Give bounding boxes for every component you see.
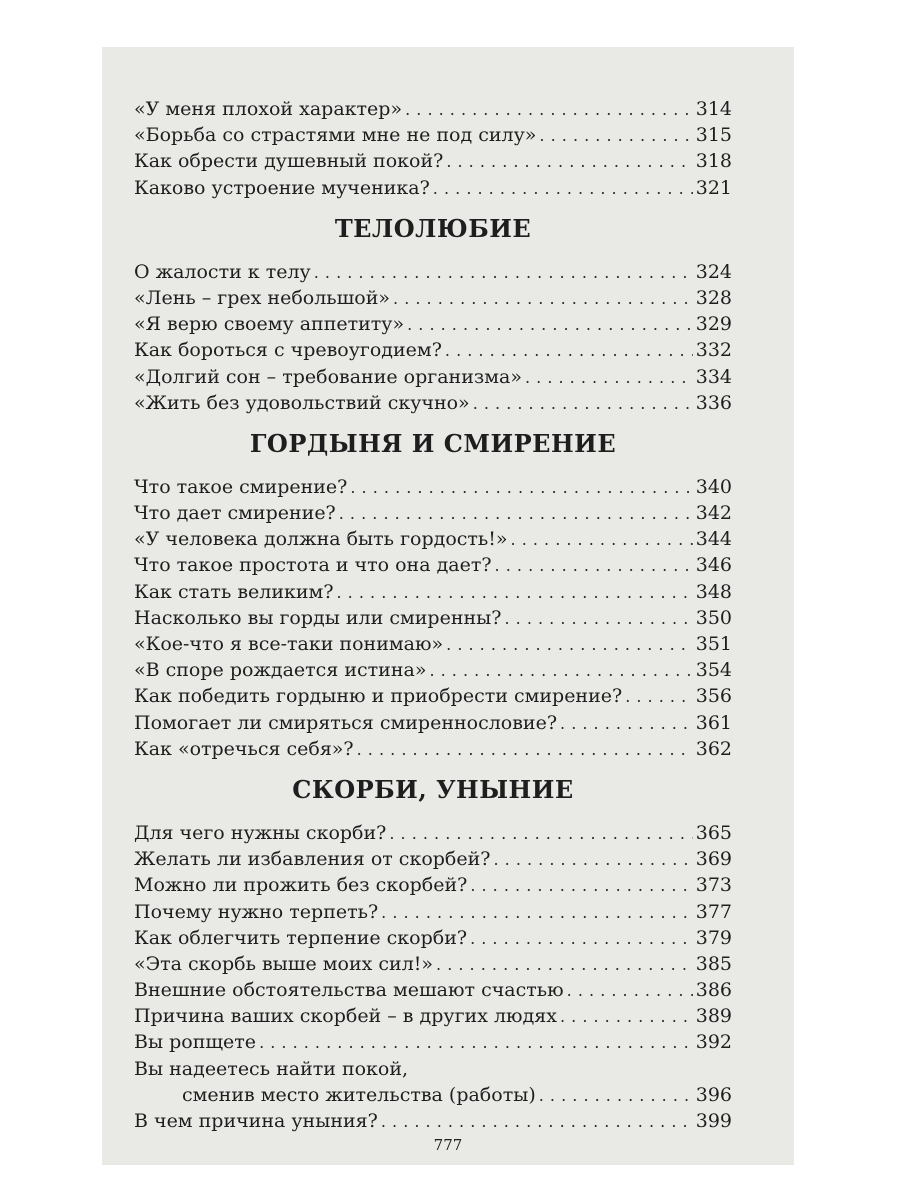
dot-leader [446, 632, 693, 658]
entry-title: Как «отречься себя»? [134, 737, 354, 760]
toc-entry [134, 122, 732, 148]
toc-entry [134, 474, 732, 500]
entry-title: Насколько вы горды или смиренны? [134, 606, 502, 629]
entry-title: «У человека должна быть гордость!» [134, 528, 508, 551]
entry-title: «У меня плохой характер» [134, 98, 403, 120]
entry-page: 385 [695, 952, 732, 975]
section-heading: СКОРБИ, УНЫНИЕ [292, 774, 574, 804]
toc-entry [134, 337, 732, 363]
toc-entry [134, 820, 732, 846]
entry-title: «Жить без удовольствий скучно» [134, 391, 470, 414]
dot-leader [350, 475, 692, 501]
section-heading: ТЕЛОЛЮБИЕ [334, 213, 532, 243]
dot-leader [407, 312, 693, 338]
dot-leader [567, 978, 693, 1004]
dot-leader [625, 684, 693, 710]
entry-page: 344 [695, 528, 732, 551]
entry-page: 399 [695, 1110, 732, 1132]
entry-page: 334 [695, 365, 732, 388]
dot-leader [337, 580, 693, 606]
entry-page: 314 [695, 98, 732, 120]
entry-page: 369 [695, 848, 732, 871]
dot-leader [381, 1109, 693, 1135]
toc-entry [134, 500, 732, 526]
toc-entry [134, 526, 732, 552]
dot-leader [389, 821, 692, 847]
entry-title: Что такое смирение? [134, 475, 348, 498]
entry-title: Вы надеетесь найти покой, [134, 1057, 409, 1080]
toc-entry [134, 311, 732, 337]
toc-entry [134, 899, 732, 925]
entry-page: 377 [695, 900, 732, 923]
dot-leader [560, 1004, 693, 1030]
entry-title: Внешние обстоятельства мешают счастью [134, 979, 564, 1002]
dot-leader [473, 391, 693, 417]
toc-entry [134, 552, 732, 578]
entry-title: Как стать великим? [134, 580, 334, 603]
entry-title: Вы ропщете [134, 1031, 257, 1054]
dot-leader [560, 711, 693, 737]
toc-entry [134, 631, 732, 657]
section-heading: ГОРДЫНЯ И СМИРЕНИЕ [249, 428, 617, 458]
toc-entry [134, 925, 732, 951]
dot-leader [405, 97, 693, 123]
dot-leader [493, 847, 692, 873]
dot-leader [504, 606, 692, 632]
dot-leader [511, 527, 693, 553]
entry-title: Помогает ли смиряться смиреннословие? [134, 711, 558, 734]
toc-entry [134, 175, 732, 201]
entry-page: 386 [695, 979, 732, 1002]
entry-page: 354 [695, 659, 732, 682]
entry-page: 365 [695, 821, 732, 844]
entry-title: В чем причина уныния? [134, 1110, 378, 1132]
entry-page: 348 [695, 580, 732, 603]
toc-entry [134, 259, 732, 285]
toc-entry [134, 605, 732, 631]
toc-entry [134, 1108, 732, 1134]
entry-page: 318 [695, 150, 732, 173]
entry-page: 361 [695, 711, 732, 734]
dot-leader [357, 737, 693, 763]
toc-entry [134, 683, 732, 709]
entry-page: 356 [695, 685, 732, 708]
dot-leader [525, 365, 693, 391]
toc-entry [134, 1003, 732, 1029]
dot-leader [436, 952, 693, 978]
toc-entry [134, 736, 732, 762]
entry-page: 346 [695, 554, 732, 577]
entry-page: 389 [695, 1005, 732, 1028]
dot-leader [429, 658, 692, 684]
toc-entry [134, 390, 732, 416]
dot-leader [314, 260, 693, 286]
entry-title-continuation: сменив место жительства (работы) [182, 1083, 536, 1106]
entry-page: 342 [695, 502, 732, 525]
entry-page: 362 [695, 737, 732, 760]
dot-leader [470, 926, 693, 952]
entry-page: 336 [695, 391, 732, 414]
entry-page: 315 [695, 124, 732, 147]
entry-title: Что дает смирение? [134, 502, 336, 525]
dot-leader [393, 286, 693, 312]
dot-leader [381, 900, 693, 926]
entry-page: 328 [695, 286, 732, 309]
dot-leader [259, 1030, 693, 1056]
toc-entry [134, 579, 732, 605]
entry-page: 351 [695, 633, 732, 655]
toc-entry [134, 977, 732, 1003]
entry-title: Желать ли избавления от скорбей? [134, 848, 491, 871]
dot-leader [470, 873, 692, 899]
entry-title: «Долгий сон – требование организма» [134, 365, 522, 388]
dot-leader [446, 149, 692, 175]
entry-title: «В споре рождается истина» [134, 659, 427, 682]
entry-page: 329 [695, 313, 732, 336]
toc-entry [134, 285, 732, 311]
dot-leader [539, 1083, 693, 1109]
entry-title: «Лень – грех небольшой» [134, 286, 391, 309]
dot-leader [433, 176, 693, 202]
entry-title: Как победить гордыню и приобрести смирение? [134, 685, 623, 708]
toc-entry [134, 1056, 732, 1082]
dot-leader [495, 553, 693, 579]
entry-page: 373 [695, 874, 732, 897]
entry-title: «Я верю своему аппетиту» [134, 313, 405, 336]
book-page [102, 47, 794, 1165]
entry-title: Что такое простота и что она дает? [134, 554, 492, 577]
entry-title: Как облегчить терпение скорби? [134, 926, 468, 949]
entry-title: Почему нужно терпеть? [134, 900, 379, 923]
toc-entry [134, 364, 732, 390]
entry-title: Можно ли прожить без скорбей? [134, 874, 468, 897]
entry-title: Для чего нужны скорби? [134, 821, 387, 844]
entry-title: Как бороться с чревоугодием? [134, 339, 442, 362]
dot-leader [539, 123, 692, 149]
entry-page: 392 [695, 1031, 732, 1054]
entry-title: «Эта скорбь выше моих сил!» [134, 952, 434, 975]
dot-leader [445, 338, 693, 364]
toc-entry [134, 846, 732, 872]
entry-page: 340 [695, 475, 732, 498]
entry-title: «Кое-что я все-таки понимаю» [134, 633, 444, 655]
toc-entry [134, 872, 732, 898]
toc-entry [134, 96, 732, 122]
entry-page: 324 [695, 260, 732, 283]
toc-entry [134, 951, 732, 977]
entry-title: Каково устроение мученика? [134, 176, 430, 199]
toc-entry [134, 1029, 732, 1055]
entry-title: Причина ваших скорбей – в других людях [134, 1005, 557, 1028]
entry-title: О жалости к телу [134, 260, 311, 283]
entry-page: 396 [695, 1083, 732, 1106]
toc-entry-continuation [134, 1082, 732, 1108]
entry-title: Как обрести душевный покой? [134, 150, 444, 173]
dot-leader [339, 501, 693, 527]
toc-entry [134, 657, 732, 683]
page-number: 777 [433, 1136, 463, 1154]
entry-page: 350 [695, 606, 732, 629]
entry-page: 379 [695, 926, 732, 949]
entry-page: 321 [695, 176, 732, 199]
entry-page: 332 [695, 339, 732, 362]
table-of-contents [134, 96, 732, 1134]
toc-entry [134, 148, 732, 174]
toc-entry [134, 710, 732, 736]
entry-title: «Борьба со страстями мне не под силу» [134, 124, 537, 147]
